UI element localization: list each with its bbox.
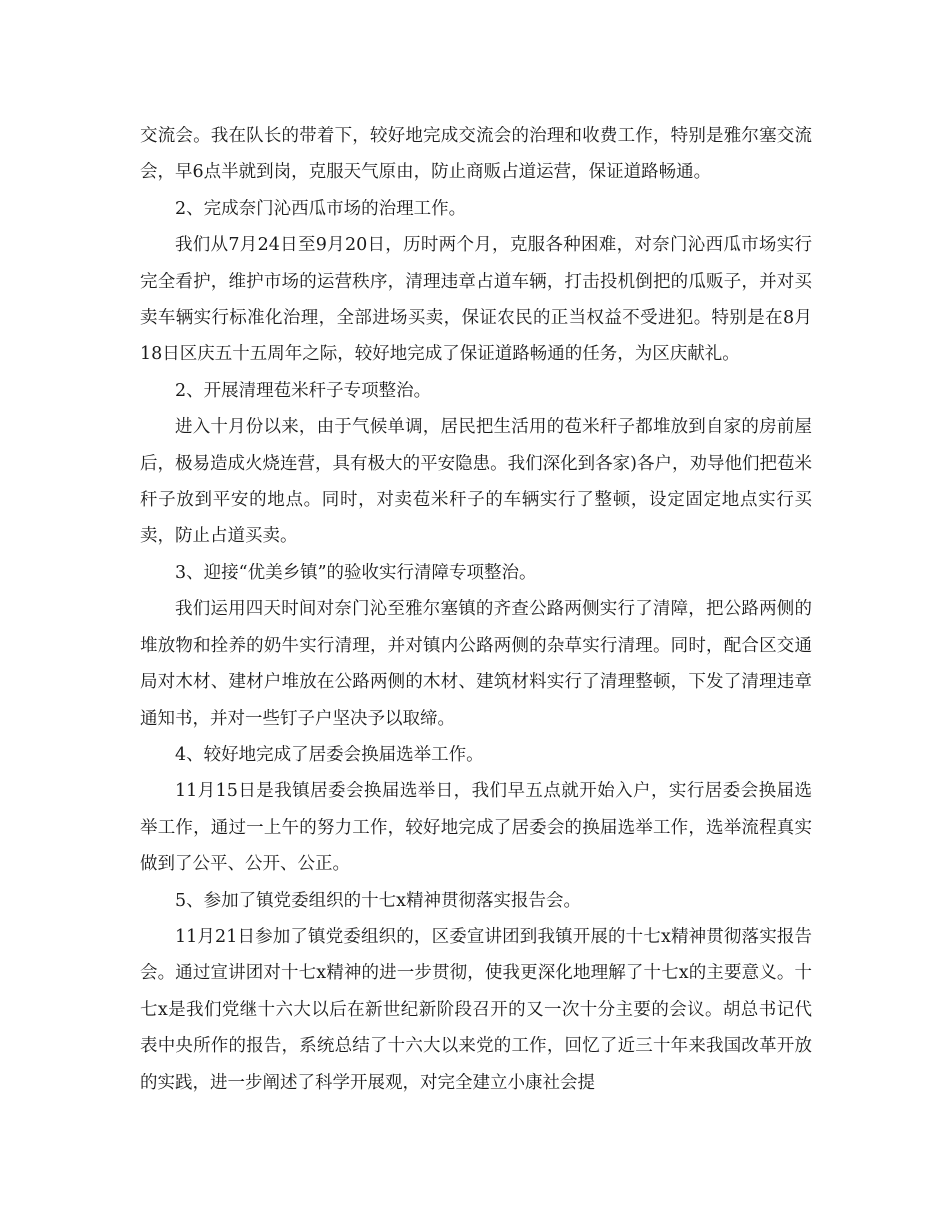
paragraph-7: 我们运用四天时间对奈门沁至雅尔塞镇的齐查公路两侧实行了清障，把公路两侧的堆放物和拴养的奶牛实行清理，并对镇内公路两侧的杂草实行清理。同时，配合区交通局对木材、建材户堆放在公路两侧的木材、建筑材料实行了清理整顿，下发了清理违章通知书，并对一些钉子户坚决予以取缔。 — [140, 599, 812, 729]
document-body — [140, 118, 812, 1101]
heading-item-4-election: 4、较好地完成了居委会换届选举工作。 — [175, 744, 484, 765]
paragraph-11: 11月21日参加了镇党委组织的，区委宣讲团到我镇开展的十七x精神贯彻落实报告会。通过宣讲团对十七x精神的进一步贯彻，使我更深化地理解了十七x的主要意义。十七x是我们党继十六大以后在新世纪新阶段召开的又一次十分主要的会议。胡总书记代表中央所作的报告，系统总结了十六大以来党的工作，回忆了近三十年来我国改革开放的实践，进一步阐述了科学开展观，对完全建立小康社会提 — [140, 926, 812, 1093]
paragraph-3: 我们从7月24日至9月20日，历时两个月，克服各种困难，对奈门沁西瓜市场实行完全看护，维护市场的运营秩序，清理违章占道车辆，打击投机倒把的瓜贩子，并对买卖车辆实行标准化治理，全部进场买卖，保证农民的正当权益不受进犯。特别是在8月18日区庆五十五周年之际，较好地完成了保证道路畅通的任务，为区庆献礼。 — [140, 235, 812, 365]
heading-item-2-watermelon-market: 2、完成奈门沁西瓜市场的治理工作。 — [175, 198, 467, 219]
heading-item-2-corn-stalk-cleanup: 2、开展清理苞米秆子专项整治。 — [175, 380, 432, 401]
heading-item-3-beautiful-town: 3、迎接“优美乡镇”的验收实行清障专项整治。 — [175, 562, 537, 583]
paragraph-5: 进入十月份以来，由于气候单调，居民把生活用的苞米秆子都堆放到自家的房前屋后，极易造成火烧连营，具有极大的平安隐患。我们深化到各家)各户，劝导他们把苞米秆子放到平安的地点。同时，对卖苞米秆子的车辆实行了整顿，设定固定地点实行买卖，防止占道买卖。 — [140, 417, 812, 547]
paragraph-9: 11月15日是我镇居委会换届选举日，我们早五点就开始入户，实行居委会换届选举工作，通过一上午的努力工作，较好地完成了居委会的换届选举工作，选举流程真实做到了公平、公开、公正。 — [140, 781, 812, 875]
paragraph-1: 交流会。我在队长的带着下，较好地完成交流会的治理和收费工作，特别是雅尔塞交流会，早6点半就到岗，克服天气原由，防止商贩占道运营，保证道路畅通。 — [140, 126, 812, 183]
heading-item-5-report-meeting: 5、参加了镇党委组织的十七x精神贯彻落实报告会。 — [175, 890, 582, 911]
